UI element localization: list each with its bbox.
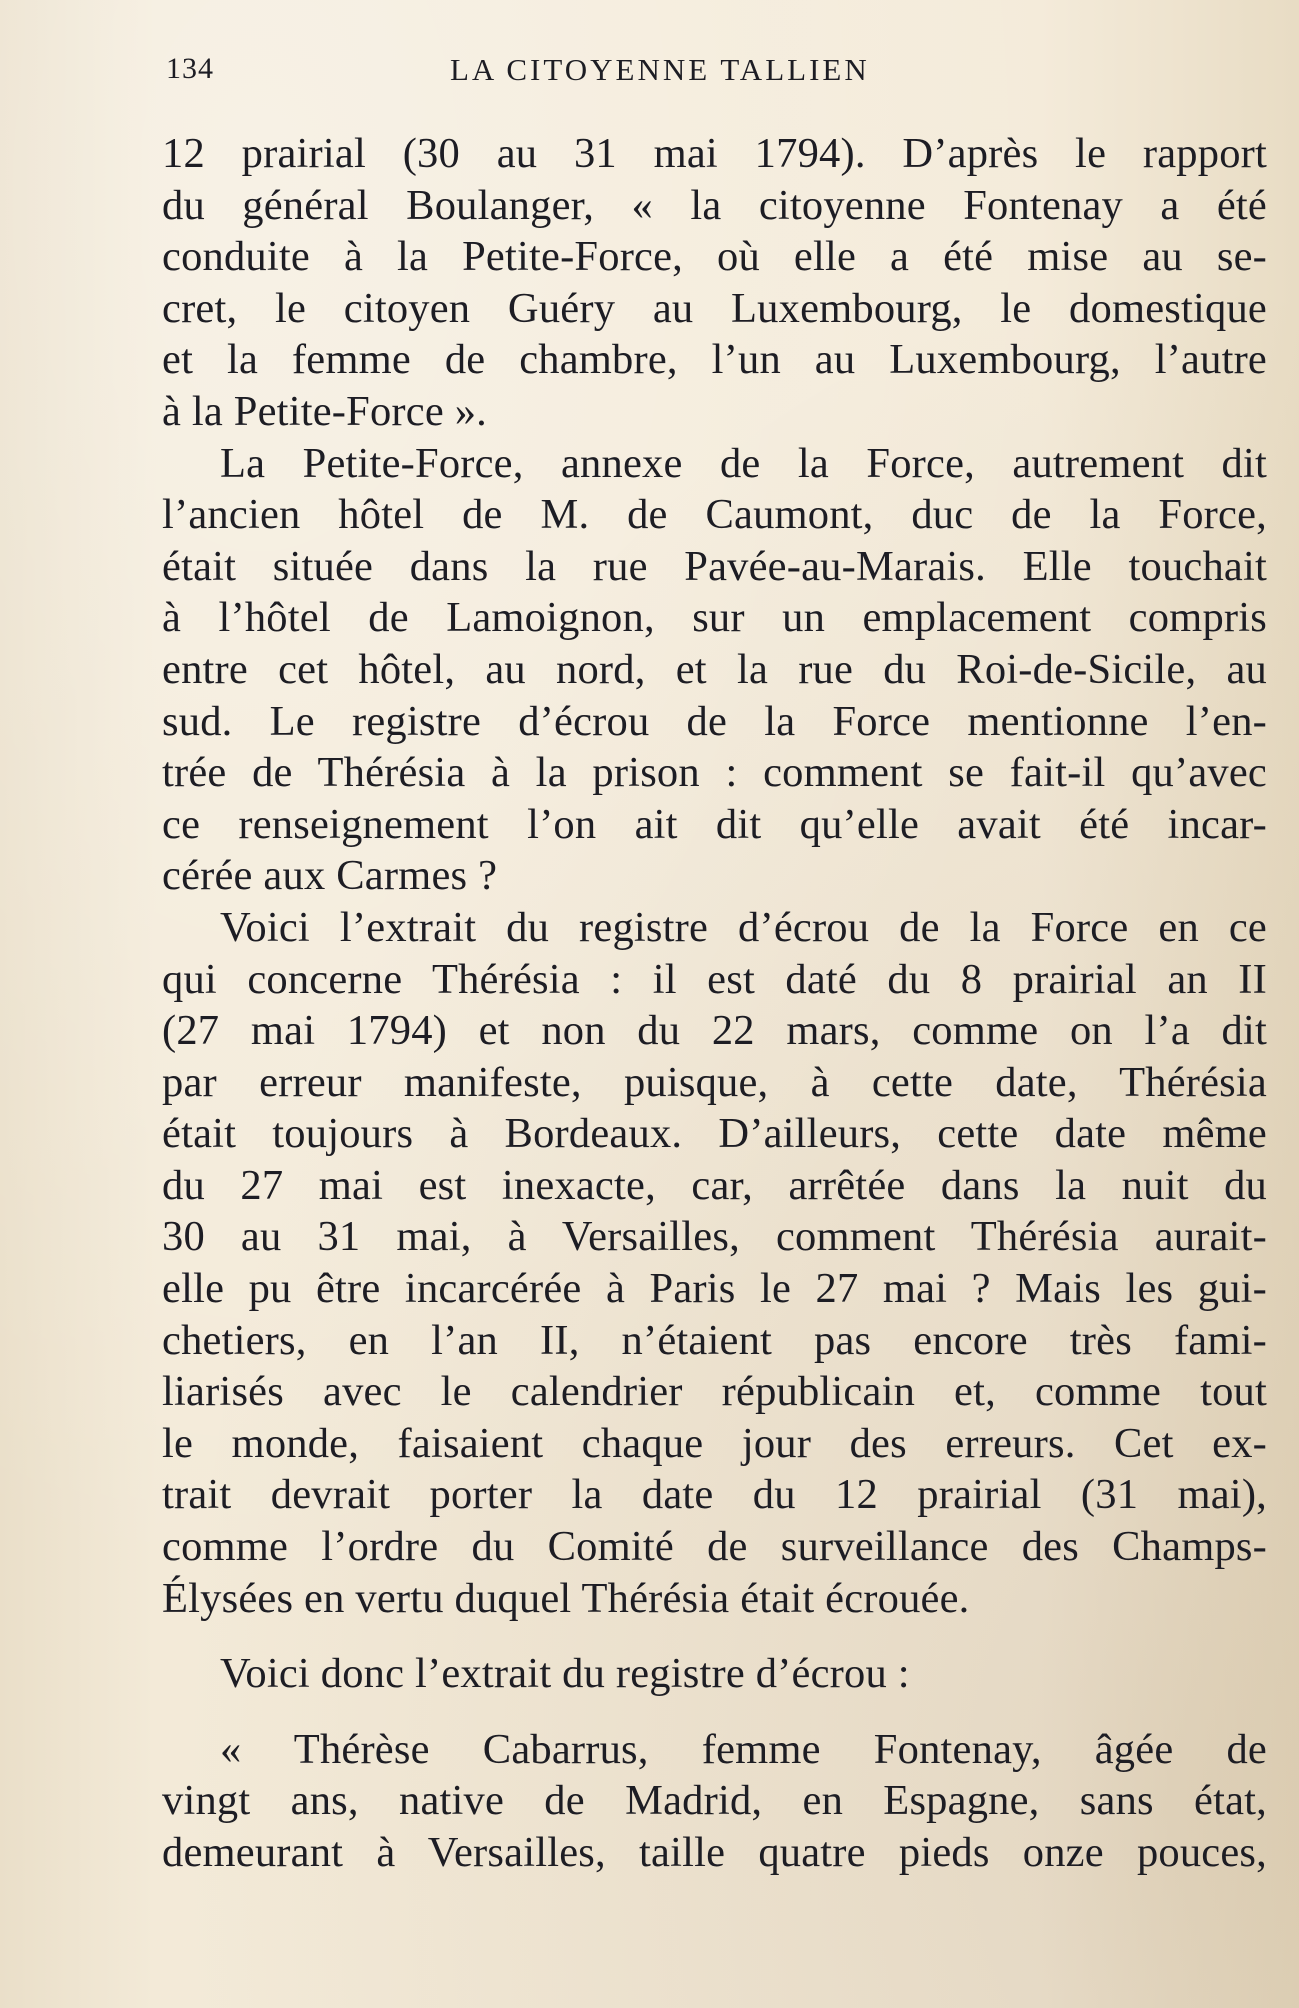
paragraph-gap [162, 1624, 1267, 1648]
text-line: sud. Le registre d’écrou de la Force mentionne l’en- [162, 697, 1267, 745]
text-line: 30 au 31 mai, à Versailles, comment Thérésia aurait- [162, 1213, 1267, 1261]
text-line: vingt ans, native de Madrid, en Espagne, sans état, [162, 1777, 1267, 1825]
text-line: trait devrait porter la date du 12 prairial (31 mai), [162, 1471, 1267, 1519]
text-line: 12 prairial (30 au 31 mai 1794). D’après le rapport [162, 130, 1267, 177]
text-line: La Petite-Force, annexe de la Force, autrement dit [220, 439, 1267, 487]
text-line: cret, le citoyen Guéry au Luxembourg, le domestique [162, 284, 1267, 332]
text-line: (27 mai 1794) et non du 22 mars, comme on l’a dit [162, 1007, 1267, 1055]
text-line: cérée aux Carmes ? [162, 852, 498, 900]
text-line: du général Boulanger, « la citoyenne Fontenay a été [162, 181, 1267, 229]
text-line: l’ancien hôtel de M. de Caumont, duc de la Force, [162, 491, 1267, 539]
text-line: entre cet hôtel, au nord, et la rue du Roi-de-Sicile, au [162, 645, 1267, 693]
text-line: Voici l’extrait du registre d’écrou de la Force en ce [220, 903, 1267, 951]
text-line: « Thérèse Cabarrus, femme Fontenay, âgée de [220, 1725, 1267, 1773]
text-line: elle pu être incarcérée à Paris le 27 mai ? Mais les gui- [162, 1265, 1267, 1313]
text-line: Élysées en vertu duquel Thérésia était écrouée. [162, 1574, 970, 1622]
text-line: comme l’ordre du Comité de surveillance des Champs- [162, 1523, 1267, 1571]
text-line: était toujours à Bordeaux. D’ailleurs, cette date même [162, 1110, 1267, 1158]
running-title: LA CITOYENNE TALLIEN [450, 52, 870, 87]
page-number: 134 [166, 52, 214, 85]
paragraph-gap [162, 1700, 1267, 1724]
text-line: demeurant à Versailles, taille quatre pieds onze pouces, [162, 1829, 1267, 1876]
text-line: ce renseignement l’on ait dit qu’elle avait été incar- [162, 800, 1267, 848]
text-line: du 27 mai est inexacte, car, arrêtée dans la nuit du [162, 1161, 1267, 1209]
text-line: liarisés avec le calendrier républicain et, comme tout [162, 1368, 1267, 1416]
text-line: à la Petite-Force ». [162, 387, 487, 435]
text-line: chetiers, en l’an II, n’étaient pas encore très fami- [162, 1316, 1267, 1364]
text-line: trée de Thérésia à la prison : comment se fait-il qu’avec [162, 749, 1267, 797]
text-line: était située dans la rue Pavée-au-Marais. Elle touchait [162, 542, 1267, 590]
text-line: qui concerne Thérésia : il est daté du 8 prairial an II [162, 955, 1267, 1003]
text-line: conduite à la Petite-Force, où elle a été mise au se- [162, 233, 1267, 281]
body-text [162, 128, 1267, 1879]
text-line: par erreur manifeste, puisque, à cette date, Thérésia [162, 1058, 1267, 1106]
text-line: Voici donc l’extrait du registre d’écrou : [220, 1650, 910, 1698]
text-line: le monde, faisaient chaque jour des erreurs. Cet ex- [162, 1419, 1267, 1467]
running-head [166, 52, 1266, 102]
text-line: et la femme de chambre, l’un au Luxembourg, l’autre [162, 336, 1267, 384]
text-line: à l’hôtel de Lamoignon, sur un emplacement compris [162, 594, 1267, 642]
